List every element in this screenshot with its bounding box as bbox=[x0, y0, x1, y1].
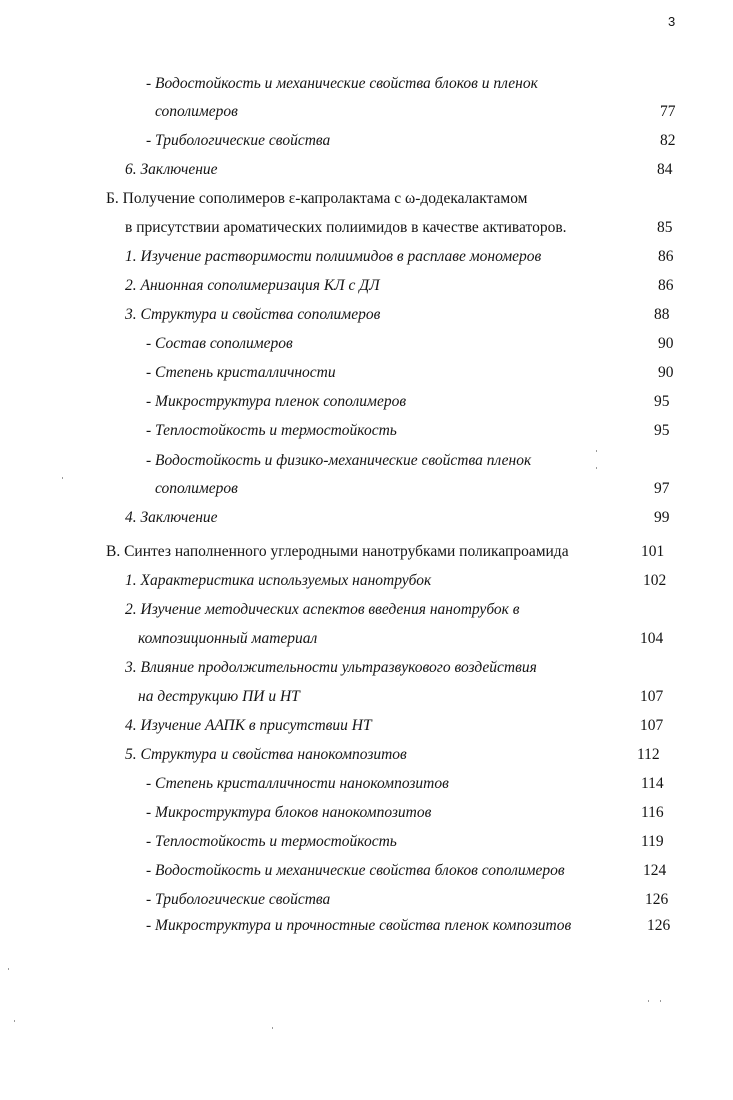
toc-entry-page: 85 bbox=[657, 219, 673, 236]
toc-entry-title: 4. Заключение bbox=[125, 509, 218, 526]
toc-entry bbox=[0, 627, 733, 651]
toc-entry-page: 99 bbox=[654, 509, 670, 526]
toc-entry bbox=[0, 419, 733, 443]
toc-entry-page: 90 bbox=[658, 335, 674, 352]
toc-section-heading bbox=[0, 187, 733, 211]
toc-entry-title: сополимеров bbox=[155, 103, 238, 120]
toc-entry bbox=[0, 859, 733, 883]
toc-entry-page: 77 bbox=[660, 103, 676, 120]
scan-speck bbox=[660, 1000, 661, 1002]
toc-entry bbox=[0, 245, 733, 269]
toc-entry bbox=[0, 656, 733, 680]
toc-entry-page: 102 bbox=[643, 572, 667, 589]
toc-entry-title: в присутствии ароматических полиимидов в качестве активаторов. bbox=[125, 219, 567, 236]
toc-entry bbox=[0, 685, 733, 709]
toc-entry-title: - Водостойкость и механические свойства блоков сополимеров bbox=[146, 862, 565, 879]
toc-entry-page: 97 bbox=[654, 480, 670, 497]
toc-entry bbox=[0, 274, 733, 298]
toc-entry-page: 107 bbox=[640, 688, 664, 705]
toc-entry bbox=[0, 100, 733, 124]
toc-entry bbox=[0, 72, 733, 96]
toc-entry-title: 5. Структура и свойства нанокомпозитов bbox=[125, 746, 407, 763]
toc-entry bbox=[0, 714, 733, 738]
toc-entry-title: - Водостойкость и механические свойства блоков и пленок bbox=[146, 75, 538, 92]
toc-entry bbox=[0, 598, 733, 622]
toc-entry-title: В. Синтез наполненного углеродными нанотрубками поликапроамида bbox=[106, 543, 569, 560]
toc-entry bbox=[0, 569, 733, 593]
toc-entry-title: 3. Влияние продолжительности ультразвукового воздействия bbox=[125, 659, 537, 676]
toc-entry bbox=[0, 390, 733, 414]
toc-entry bbox=[0, 477, 733, 501]
toc-entry bbox=[0, 914, 733, 938]
toc-entry-page: 124 bbox=[643, 862, 667, 879]
toc-entry-title: на деструкцию ПИ и НТ bbox=[138, 688, 300, 705]
toc-entry-page: 126 bbox=[647, 917, 671, 934]
scan-speck bbox=[62, 477, 63, 479]
toc-entry-title: 4. Изучение ААПК в присутствии НТ bbox=[125, 717, 372, 734]
toc-entry-page: 86 bbox=[658, 277, 674, 294]
toc-entry-title: композиционный материал bbox=[138, 630, 318, 647]
scan-speck bbox=[14, 1020, 15, 1022]
toc-entry-page: 90 bbox=[658, 364, 674, 381]
toc-entry-title: - Состав сополимеров bbox=[146, 335, 293, 352]
toc-entry-page: 101 bbox=[641, 543, 665, 560]
toc-entry-page: 95 bbox=[654, 422, 670, 439]
scan-speck bbox=[596, 450, 597, 452]
toc-entry-page: 107 bbox=[640, 717, 664, 734]
toc-entry bbox=[0, 772, 733, 796]
toc-entry-page: 88 bbox=[654, 306, 670, 323]
toc-entry bbox=[0, 449, 733, 473]
toc-entry bbox=[0, 743, 733, 767]
toc-section-heading bbox=[0, 540, 733, 564]
toc-entry-title: Б. Получение сополимеров ε-капролактама с ω-додекалактамом bbox=[106, 190, 528, 207]
toc-entry bbox=[0, 158, 733, 182]
toc-entry-page: 84 bbox=[657, 161, 673, 178]
toc-entry bbox=[0, 830, 733, 854]
toc-entry-page: 95 bbox=[654, 393, 670, 410]
toc-entry-title: 2. Изучение методических аспектов введения нанотрубок в bbox=[125, 601, 520, 618]
toc-entry-page: 104 bbox=[640, 630, 664, 647]
toc-entry bbox=[0, 888, 733, 912]
toc-entry-title: - Трибологические свойства bbox=[146, 891, 331, 908]
toc-entry-title: - Микроструктура пленок сополимеров bbox=[146, 393, 407, 410]
scan-speck bbox=[272, 1027, 273, 1029]
toc-entry bbox=[0, 506, 733, 530]
toc-entry-page: 112 bbox=[637, 746, 660, 763]
toc-entry-page: 126 bbox=[645, 891, 669, 908]
toc-entry-page: 114 bbox=[641, 775, 664, 792]
toc-entry bbox=[0, 129, 733, 153]
toc-entry bbox=[0, 303, 733, 327]
toc-entry bbox=[0, 332, 733, 356]
toc-section-heading bbox=[0, 216, 733, 240]
scan-speck bbox=[8, 968, 9, 970]
toc-entry-title: - Теплостойкость и термостойкость bbox=[146, 422, 397, 439]
toc-entry bbox=[0, 801, 733, 825]
toc-entry-page: 119 bbox=[641, 833, 664, 850]
toc-entry-page: 116 bbox=[641, 804, 664, 821]
toc-entry-title: - Микроструктура блоков нанокомпозитов bbox=[146, 804, 432, 821]
toc-entry-title: - Микроструктура и прочностные свойства пленок композитов bbox=[146, 917, 572, 934]
toc-entry-title: 1. Изучение растворимости полиимидов в расплаве мономеров bbox=[125, 248, 542, 265]
toc-entry-page: 86 bbox=[658, 248, 674, 265]
page-number: 3 bbox=[668, 14, 676, 29]
toc-entry-title: - Степень кристалличности нанокомпозитов bbox=[146, 775, 449, 792]
toc-entry-title: - Трибологические свойства bbox=[146, 132, 331, 149]
toc-entry-page: 82 bbox=[660, 132, 676, 149]
toc-entry bbox=[0, 361, 733, 385]
toc-entry-title: 2. Анионная сополимеризация КЛ с ДЛ bbox=[125, 277, 380, 294]
toc-entry-title: сополимеров bbox=[155, 480, 238, 497]
toc-entry-title: 1. Характеристика используемых нанотрубок bbox=[125, 572, 432, 589]
toc-entry-title: 3. Структура и свойства сополимеров bbox=[125, 306, 381, 323]
toc-entry-title: - Водостойкость и физико-механические свойства пленок bbox=[146, 452, 532, 469]
scan-speck bbox=[596, 467, 597, 469]
toc-entry-title: - Теплостойкость и термостойкость bbox=[146, 833, 397, 850]
toc-entry-title: - Степень кристалличности bbox=[146, 364, 336, 381]
scan-speck bbox=[648, 1000, 649, 1002]
toc-entry-title: 6. Заключение bbox=[125, 161, 218, 178]
